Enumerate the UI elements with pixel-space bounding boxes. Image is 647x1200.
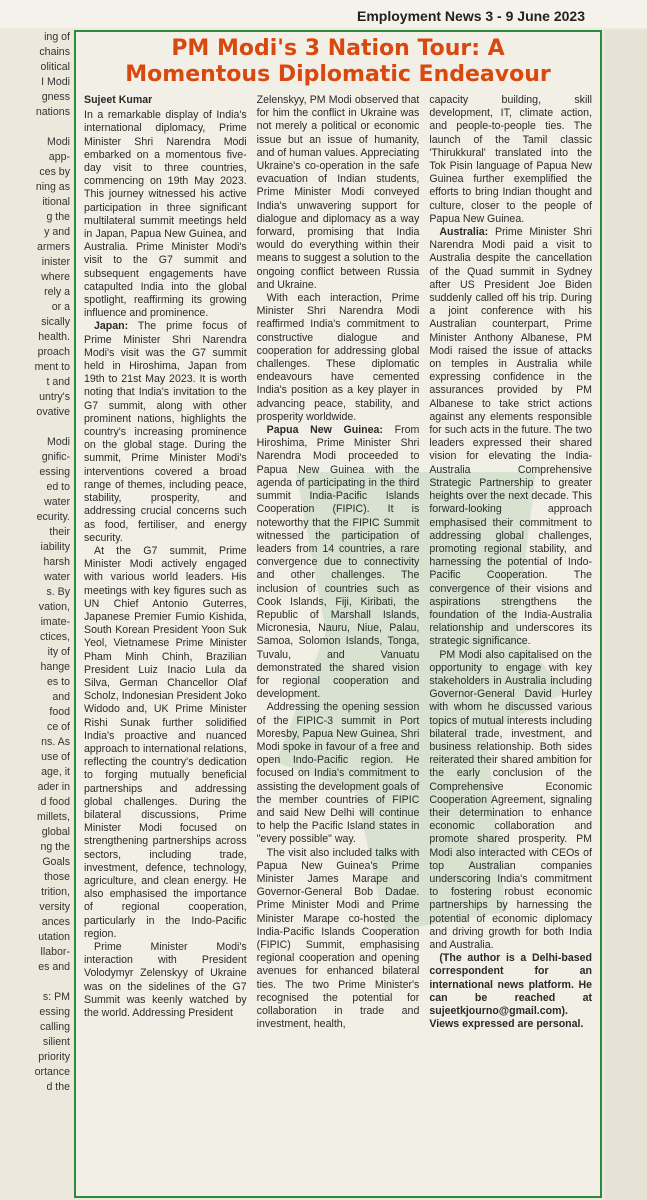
fragment-line: ctices, xyxy=(39,631,70,643)
fragment-line: chains xyxy=(39,46,70,58)
fragment-line: silient xyxy=(42,1036,70,1048)
fragment-line: I Modi xyxy=(41,76,70,88)
fragment-line: inister xyxy=(41,256,70,268)
fragment-line: s: PM xyxy=(42,991,70,1003)
fragment-line: those xyxy=(44,871,70,883)
fragment-line: vation, xyxy=(38,601,70,613)
paragraph-text: From Hiroshima, Prime Minister Shri Narendra Modi proceeded to Papua New Guinea with the agenda of participating in the third summit India-Pacific Islands Cooperation (FIPIC). It is noteworthy that the FIPIC Summit witnessed the participation of leaders from 14 countries, a rare convergence due to connectivity and other challenges. The inclusion of countries such as Cook Islands, Fiji, Kiribati, the Republic of Marshall Islands, Micronesia, Nauru, Niue, Palau, Samoa, Solomon Islands, Tonga, Tuvalu, and Vanuatu demonstrated the shared vision for regional cooperation and development. xyxy=(256,424,420,701)
fragment-line: ed to xyxy=(46,481,70,493)
section-lead-png: Papua New Guinea: xyxy=(266,424,383,437)
fragment-line: untry's xyxy=(39,391,70,403)
fragment-line: ment to xyxy=(34,361,70,373)
fragment-line: ces by xyxy=(39,166,70,178)
column-3 xyxy=(429,94,592,1192)
author-name: Sujeet Kumar xyxy=(84,94,153,106)
fragment-line: d the xyxy=(46,1081,70,1093)
fragment-line: ader in xyxy=(37,781,70,793)
section-lead-japan: Japan: xyxy=(94,320,129,333)
fragment-line: ng the xyxy=(40,841,70,853)
fragment-line: gness xyxy=(41,91,70,103)
article-columns xyxy=(84,94,592,1192)
fragment-line: age, it xyxy=(41,766,70,778)
fragment-line: ortance xyxy=(34,1066,70,1078)
fragment-line: ing of xyxy=(44,31,70,43)
paragraph xyxy=(257,424,420,701)
fragment-line: priority xyxy=(38,1051,70,1063)
paragraph-text: Prime Minister Shri Narendra Modi paid a visit to Australia despite the cancellation of the Quad summit in Sydney after US President Joe Biden suddenly called off his trip. During a joint conference with his Australian counterpart, Prime Minister Anthony Albanese, PM Modi raised the issue of attacks on temples in Australia while expressing confidence in the assurances provided by PM Albanese to take strict actions against any elements responsible for such acts in the future. The two leaders expressed their shared vision for elevating the India-Australia Comprehensive Strategic Partnership to greater heights over the next decade. This forward-looking approach emphasised their commitment to addressing global challenges, promoting regional stability, and harnessing the potential of Indo-Pacific Cooperation. The convergence of their visions and aspirations strengthens the foundation of the India-Australia relationship and underscores its strategic significance. xyxy=(429,226,593,648)
fragment-line: ning as xyxy=(35,181,70,193)
fragment-line: global xyxy=(41,826,70,838)
fragment-line: ns. As xyxy=(41,736,70,748)
paragraph xyxy=(429,226,592,649)
article-title xyxy=(76,36,600,88)
paragraph: Addressing the opening session of the FIPIC-3 summit in Port Moresby, Papua New Guinea, Shri Modi spoke in favour of a free and open Indo-Pacific region. He focused on India's commitment to assisting the development goals of the member countries of FIPIC and said New Delhi will continue to help the Pacific Island states in "every possible" way. xyxy=(256,701,420,846)
fragment-line: es and xyxy=(38,961,70,973)
paragraph: With each interaction, Prime Minister Shri Narendra Modi reaffirmed India's commitment to constructive dialogue and cooperation for addressing global challenges. These diplomatic endeavours have cemented India's position as a key player in advancing peace, stability, and prosperity worldwide. xyxy=(256,292,420,423)
fragment-line: and xyxy=(52,691,70,703)
paragraph: Prime Minister Modi's interaction with President Volodymyr Zelenskyy of Ukraine was on the sidelines of the G7 Summit was keenly watched by the world. Addressing President xyxy=(84,941,247,1020)
fragment-line: ances xyxy=(41,916,70,928)
fragment-line: d food xyxy=(40,796,70,808)
fragment-line: sically xyxy=(41,316,70,328)
fragment-line xyxy=(0,975,70,990)
publication-header xyxy=(0,0,647,28)
fragment-line: or a xyxy=(51,301,70,313)
fragment-line: proach xyxy=(37,346,70,358)
fragment-line: y and xyxy=(44,226,70,238)
fragment-line: t and xyxy=(46,376,70,388)
fragment-line: imate- xyxy=(40,616,70,628)
fragment-line: their xyxy=(49,526,70,538)
fragment-line: calling xyxy=(39,1021,70,1033)
author-note: (The author is a Delhi-based correspondent for an international news platform. He can be reached at sujeetkjourno@gmail.com). Views expressed are personal. xyxy=(429,952,593,1031)
paragraph-text: The prime focus of Prime Minister Shri Narendra Modi's visit was the G7 summit held in Hiroshima, Japan from 19th to 21st May 2023. It is worth noting that India's invitation to the G7 summit, along with other prominent nations, highlights the country's increasing prominence on the global stage. During the summit, Prime Minister Modi's interventions covered a broad range of themes, including peace, stability, prosperity, and addressing crucial concerns such as food, fertiliser, and energy security. xyxy=(84,320,247,544)
fragment-line: water xyxy=(44,571,70,583)
fragment-line: utation xyxy=(38,931,70,943)
fragment-line: hange xyxy=(40,661,70,673)
fragment-line xyxy=(0,120,70,135)
paragraph: In a remarkable display of India's international diplomacy, Prime Minister Shri Narendra Modi embarked on a momentous five-day visit to three countries, commencing on 19th May 2023. This journey witnessed his active participation in three significant multilateral summit meetings held in Japan, Papua New Guinea, and Australia. Prime Minister Modi's visit to the G7 summit and subsequent engagements have catapulted India into the global spotlight, reaffirming its growing influence and prominence. xyxy=(84,109,247,320)
paragraph: PM Modi also capitalised on the opportunity to engage with key stakeholders in Australia including Governor-General David Hurley with whom he discussed various topics of mutual interests including bilateral trade, investment, and business relationship. Both sides reiterated their shared ambition for the early conclusion of the Comprehensive Economic Cooperation Agreement, signaling their determination to enhance economic collaboration and promote shared prosperity. PM Modi also interacted with CEOs of top Australian companies underscoring India's commitment to fostering robust economic partnerships by harnessing the potential of economic diplomacy and driving growth for both India and Australia. xyxy=(429,648,593,951)
publication-title: Employment News 3 - 9 June 2023 xyxy=(357,8,585,24)
fragment-line: gnific- xyxy=(41,451,70,463)
fragment-line: use of xyxy=(41,751,70,763)
fragment-line: itional xyxy=(42,196,70,208)
fragment-line: where xyxy=(41,271,70,283)
fragment-line: armers xyxy=(37,241,70,253)
fragment-line: iability xyxy=(40,541,70,553)
fragment-line: app- xyxy=(48,151,70,163)
fragment-line: essing xyxy=(39,466,70,478)
title-line-2: Momentous Diplomatic Endeavour xyxy=(125,62,551,87)
fragment-line: g the xyxy=(46,211,70,223)
page-margin xyxy=(605,30,647,1200)
article-box xyxy=(74,30,602,1198)
fragment-line: rely a xyxy=(44,286,70,298)
fragment-line: ecurity. xyxy=(36,511,70,523)
fragment-line: harsh xyxy=(43,556,70,568)
fragment-line: s. By xyxy=(46,586,70,598)
paragraph: capacity building, skill development, IT, climate action, and people-to-people ties. The launch of the Tamil classic 'Thirukkural' translated into the Tok Pisin language of Papua New Guinea further exemplified the efforts to bring Indian thought and culture, closer to the people of Papua New Guinea. xyxy=(429,94,593,225)
fragment-line: versity xyxy=(39,901,70,913)
title-line-1: PM Modi's 3 Nation Tour: A xyxy=(171,36,505,61)
fragment-line: Modi xyxy=(47,136,70,148)
section-lead-australia: Australia: xyxy=(439,226,489,239)
paragraph: At the G7 summit, Prime Minister Modi actively engaged with various world leaders. His meetings with key figures such as UN Chief Antonio Guterres, Japanese Premier Fumio Kishida, South Korean President Yoon Suk Yeol, Vietnamese Prime Minister Pham Minh Chinh, Brazilian President Luiz Inacio Lula da Silva, German Chancellor Olaf Scholz, Indonesian President Joko Widodo and, UK Prime Minister Rishi Sunak further solidified India's proactive and nuanced approach to international relations, reflecting the country's dedication to forging mutually beneficial partnerships and addressing global challenges. During the bilateral discussions, Prime Minister Modi focused on strengthening partnerships across sectors, including trade, investment, defence, technology, agriculture, and clean energy. He also emphasised the importance of regional cooperation, particularly in the Indo-Pacific region. xyxy=(84,544,247,940)
paragraph xyxy=(84,320,247,544)
fragment-line: nations xyxy=(35,106,70,118)
fragment-line: ovative xyxy=(36,406,70,418)
fragment-line: llabor- xyxy=(40,946,70,958)
fragment-line: ce of xyxy=(47,721,70,733)
fragment-line: Goals xyxy=(42,856,70,868)
paragraph: The visit also included talks with Papua New Guinea's Prime Minister James Marape and Governor-General Bob Dadae. Prime Minister Modi and Prime Minister Marape co-hosted the India-Pacific Islands Cooperation (FIPIC) Summit, emphasising regional cooperation and opening avenues for enhanced bilateral ties. The two Prime Minister's recognised the potential for collaboration in trade and investment, health, xyxy=(256,846,420,1031)
fragment-line: Modi xyxy=(47,436,70,448)
fragment-line: trition, xyxy=(41,886,70,898)
adjacent-article-fragment xyxy=(0,30,70,1200)
fragment-line: essing xyxy=(39,1006,70,1018)
fragment-line: es to xyxy=(47,676,70,688)
fragment-line: food xyxy=(49,706,70,718)
fragment-line xyxy=(0,420,70,435)
column-1 xyxy=(84,94,247,1192)
column-2 xyxy=(257,94,420,1192)
fragment-line: water xyxy=(44,496,70,508)
fragment-line: health. xyxy=(38,331,70,343)
paragraph: Zelenskyy, PM Modi observed that for him the conflict in Ukraine was not merely a political or economic issue but an issue of humanity, and of human values. Appreciating Ukraine's co-operation in the safe evacuation of Indian students, Prime Minister Modi conveyed India's unwavering support for dialogue and diplomacy as a way forward, promising that India would do everything within their means to suggest a solution to the ongoing conflict between Russia and Ukraine. xyxy=(256,94,420,291)
fragment-line: olitical xyxy=(40,61,70,73)
fragment-line: millets, xyxy=(37,811,70,823)
fragment-line: ity of xyxy=(47,646,70,658)
